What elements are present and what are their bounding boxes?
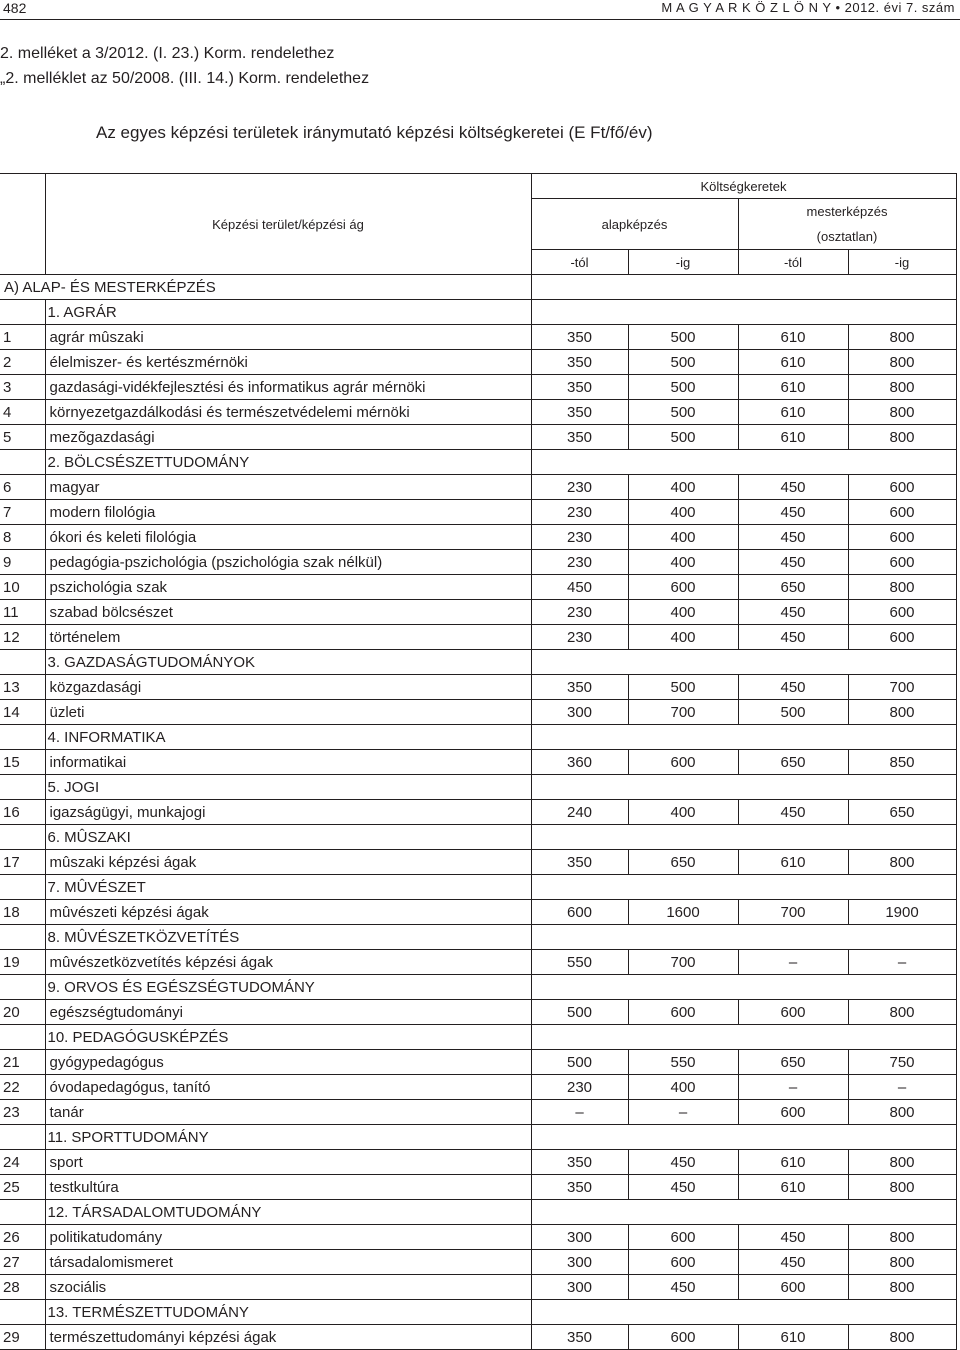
basic-to: 400 [628,525,738,550]
row-area: szociális [45,1275,531,1300]
group-index-cell [0,875,45,900]
master-from: 650 [738,1050,848,1075]
row-index: 7 [0,500,45,525]
row-area: igazságügyi, munkajogi [45,800,531,825]
table-row [0,1150,956,1175]
row-area: politikatudomány [45,1225,531,1250]
basic-from: 350 [531,1175,628,1200]
group-filler [531,775,956,800]
master-from: 450 [738,525,848,550]
row-area: élelmiszer- és kertészmérnöki [45,350,531,375]
master-to: 800 [848,1325,956,1350]
basic-from: 350 [531,675,628,700]
table-row [0,400,956,425]
basic-from: 350 [531,400,628,425]
header-index-cell [0,174,45,275]
row-area: mûszaki képzési ágak [45,850,531,875]
basic-from: 500 [531,1050,628,1075]
group-title: 5. JOGI [45,775,531,800]
master-from: 450 [738,675,848,700]
master-from: 650 [738,575,848,600]
group-title: 11. SPORTTUDOMÁNY [45,1125,531,1150]
header-master-from: -tól [738,250,848,275]
master-from: – [738,950,848,975]
table-row [0,350,956,375]
row-index: 2 [0,350,45,375]
header-basic-to: -ig [628,250,738,275]
group-index-cell [0,925,45,950]
row-index: 29 [0,1325,45,1350]
row-area: informatikai [45,750,531,775]
master-to: 850 [848,750,956,775]
basic-from: 240 [531,800,628,825]
master-to: 600 [848,525,956,550]
master-to: 800 [848,1150,956,1175]
basic-from: 230 [531,500,628,525]
master-to: 1900 [848,900,956,925]
group-filler [531,825,956,850]
row-area: környezetgazdálkodási és természetvédelemi mérnöki [45,400,531,425]
basic-to: 400 [628,1075,738,1100]
basic-from: 600 [531,900,628,925]
row-index: 15 [0,750,45,775]
basic-from: 230 [531,525,628,550]
group-row [0,300,956,325]
group-title: 7. MÛVÉSZET [45,875,531,900]
group-filler [531,975,956,1000]
table-row [0,550,956,575]
group-title: 3. GAZDASÁGTUDOMÁNYOK [45,650,531,675]
master-from: 600 [738,1000,848,1025]
master-from: 610 [738,1175,848,1200]
table-row [0,425,956,450]
master-from: 610 [738,1325,848,1350]
annex-line-2: „2. melléklet az 50/2008. (III. 14.) Korm. rendelethez [0,70,370,87]
group-title: 10. PEDAGÓGUSKÉPZÉS [45,1025,531,1050]
group-index-cell [0,450,45,475]
master-to: 800 [848,1275,956,1300]
row-area: mûvészetközvetítés képzési ágak [45,950,531,975]
master-from: 450 [738,800,848,825]
master-to: 600 [848,625,956,650]
basic-to: 400 [628,500,738,525]
basic-from: 360 [531,750,628,775]
basic-from: 300 [531,1275,628,1300]
row-index: 14 [0,700,45,725]
header-master-sub: (osztatlan) [738,224,956,250]
group-index-cell [0,775,45,800]
basic-to: 1600 [628,900,738,925]
row-index: 23 [0,1100,45,1125]
table-row [0,1100,956,1125]
row-area: történelem [45,625,531,650]
group-filler [531,450,956,475]
cost-table [0,173,957,1350]
group-row [0,1200,956,1225]
row-area: üzleti [45,700,531,725]
row-area: óvodapedagógus, tanító [45,1075,531,1100]
master-from: 450 [738,1250,848,1275]
group-filler [531,725,956,750]
row-index: 11 [0,600,45,625]
basic-to: 500 [628,400,738,425]
table-row [0,475,956,500]
basic-to: 400 [628,550,738,575]
basic-to: 500 [628,325,738,350]
table-row [0,325,956,350]
row-index: 1 [0,325,45,350]
basic-from: – [531,1100,628,1125]
basic-to: 400 [628,800,738,825]
group-index-cell [0,1125,45,1150]
master-to: 800 [848,425,956,450]
master-to: 800 [848,575,956,600]
group-filler [531,925,956,950]
master-to: 800 [848,700,956,725]
group-filler [531,650,956,675]
master-to: 600 [848,600,956,625]
master-to: 800 [848,1000,956,1025]
row-index: 17 [0,850,45,875]
group-index-cell [0,1300,45,1325]
master-to: 650 [848,800,956,825]
group-title: 8. MÛVÉSZETKÖZVETÍTÉS [45,925,531,950]
row-index: 18 [0,900,45,925]
row-index: 27 [0,1250,45,1275]
basic-to: 700 [628,950,738,975]
basic-to: 600 [628,1250,738,1275]
table-row [0,1075,956,1100]
master-from: 700 [738,900,848,925]
group-title: 2. BÖLCSÉSZETTUDOMÁNY [45,450,531,475]
table-row [0,1050,956,1075]
row-index: 8 [0,525,45,550]
row-index: 12 [0,625,45,650]
row-index: 10 [0,575,45,600]
row-area: tanár [45,1100,531,1125]
row-area: magyar [45,475,531,500]
basic-from: 230 [531,1075,628,1100]
group-row [0,450,956,475]
table-row [0,575,956,600]
group-filler [531,1125,956,1150]
table-row [0,800,956,825]
page-title: Az egyes képzési területek iránymutató képzési költségkeretei (E Ft/fő/év) [96,123,653,142]
master-to: 600 [848,475,956,500]
table-row [0,1000,956,1025]
group-index-cell [0,300,45,325]
table-row [0,1175,956,1200]
basic-from: 230 [531,600,628,625]
basic-from: 350 [531,325,628,350]
basic-from: 350 [531,425,628,450]
section-filler [531,275,956,300]
group-index-cell [0,1025,45,1050]
master-to: 800 [848,1100,956,1125]
page-number: 482 [3,0,27,16]
row-index: 9 [0,550,45,575]
row-index: 25 [0,1175,45,1200]
header-basic: alapképzés [531,199,738,250]
master-to: 600 [848,500,956,525]
basic-from: 550 [531,950,628,975]
table-row [0,600,956,625]
group-title: 12. TÁRSADALOMTUDOMÁNY [45,1200,531,1225]
master-from: 450 [738,1225,848,1250]
row-index: 22 [0,1075,45,1100]
header-costs: Költségkeretek [531,174,956,199]
basic-to: 650 [628,850,738,875]
group-filler [531,1300,956,1325]
group-row [0,1025,956,1050]
master-to: 800 [848,1225,956,1250]
basic-to: 600 [628,1325,738,1350]
basic-to: 600 [628,750,738,775]
table-row [0,375,956,400]
master-to: 800 [848,375,956,400]
row-index: 19 [0,950,45,975]
group-title: 9. ORVOS ÉS EGÉSZSÉGTUDOMÁNY [45,975,531,1000]
table-row [0,625,956,650]
header-master-to: -ig [848,250,956,275]
master-from: 450 [738,500,848,525]
row-index: 21 [0,1050,45,1075]
header-master: mesterképzés [738,199,956,225]
group-title: 1. AGRÁR [45,300,531,325]
row-index: 26 [0,1225,45,1250]
table-row [0,700,956,725]
basic-to: 400 [628,475,738,500]
basic-to: 500 [628,375,738,400]
header-divider [0,19,960,20]
basic-to: 600 [628,1000,738,1025]
row-area: testkultúra [45,1175,531,1200]
basic-from: 300 [531,700,628,725]
row-index: 4 [0,400,45,425]
basic-to: 450 [628,1150,738,1175]
basic-to: 700 [628,700,738,725]
group-title: 13. TERMÉSZETTUDOMÁNY [45,1300,531,1325]
group-index-cell [0,975,45,1000]
basic-from: 230 [531,475,628,500]
master-from: – [738,1075,848,1100]
master-to: 800 [848,1175,956,1200]
basic-to: 450 [628,1275,738,1300]
master-to: 800 [848,1250,956,1275]
basic-to: 500 [628,425,738,450]
basic-to: 400 [628,625,738,650]
row-area: pszichológia szak [45,575,531,600]
master-to: 800 [848,850,956,875]
master-from: 610 [738,425,848,450]
group-row [0,775,956,800]
row-area: természettudományi képzési ágak [45,1325,531,1350]
basic-from: 350 [531,1150,628,1175]
row-index: 5 [0,425,45,450]
row-area: modern filológia [45,500,531,525]
basic-from: 450 [531,575,628,600]
basic-to: 500 [628,675,738,700]
master-from: 650 [738,750,848,775]
row-index: 6 [0,475,45,500]
header-basic-from: -tól [531,250,628,275]
row-index: 16 [0,800,45,825]
basic-to: 550 [628,1050,738,1075]
basic-from: 230 [531,625,628,650]
table-row [0,675,956,700]
table-body [0,275,956,1350]
basic-from: 300 [531,1225,628,1250]
master-from: 610 [738,850,848,875]
master-to: 700 [848,675,956,700]
row-index: 3 [0,375,45,400]
table-row [0,900,956,925]
basic-to: 450 [628,1175,738,1200]
journal-header: M A G Y A R K Ö Z L Ö N Y • 2012. évi 7. szám [661,0,955,15]
table-row [0,1250,956,1275]
master-to: – [848,1075,956,1100]
section-title: A) ALAP- ÉS MESTERKÉPZÉS [0,275,531,300]
table-row [0,1325,956,1350]
master-to: – [848,950,956,975]
row-area: gyógypedagógus [45,1050,531,1075]
table-row [0,525,956,550]
basic-from: 350 [531,350,628,375]
group-title: 4. INFORMATIKA [45,725,531,750]
master-from: 610 [738,325,848,350]
group-row [0,725,956,750]
row-area: társadalomismeret [45,1250,531,1275]
group-row [0,925,956,950]
row-area: gazdasági-vidékfejlesztési és informatikus agrár mérnöki [45,375,531,400]
master-from: 600 [738,1275,848,1300]
group-filler [531,300,956,325]
table-row [0,1275,956,1300]
table-row [0,500,956,525]
group-title: 6. MÛSZAKI [45,825,531,850]
basic-from: 350 [531,375,628,400]
master-from: 450 [738,550,848,575]
table-row [0,1225,956,1250]
master-to: 800 [848,400,956,425]
row-index: 24 [0,1150,45,1175]
basic-from: 350 [531,1325,628,1350]
master-from: 610 [738,350,848,375]
master-to: 600 [848,550,956,575]
group-index-cell [0,725,45,750]
master-from: 450 [738,625,848,650]
row-area: ókori és keleti filológia [45,525,531,550]
group-filler [531,875,956,900]
master-from: 610 [738,1150,848,1175]
basic-to: 400 [628,600,738,625]
row-index: 20 [0,1000,45,1025]
row-area: közgazdasági [45,675,531,700]
group-row [0,975,956,1000]
group-filler [531,1025,956,1050]
master-from: 610 [738,400,848,425]
master-from: 450 [738,600,848,625]
master-from: 600 [738,1100,848,1125]
basic-to: – [628,1100,738,1125]
table-row [0,850,956,875]
master-to: 800 [848,350,956,375]
master-to: 750 [848,1050,956,1075]
group-row [0,825,956,850]
basic-from: 350 [531,850,628,875]
master-to: 800 [848,325,956,350]
group-index-cell [0,1200,45,1225]
group-filler [531,1200,956,1225]
table-row [0,950,956,975]
basic-from: 500 [531,1000,628,1025]
row-area: szabad bölcsészet [45,600,531,625]
group-index-cell [0,825,45,850]
basic-to: 500 [628,350,738,375]
row-index: 13 [0,675,45,700]
row-area: mûvészeti képzési ágak [45,900,531,925]
group-row [0,1125,956,1150]
group-row [0,875,956,900]
group-row [0,650,956,675]
master-from: 450 [738,475,848,500]
group-row [0,1300,956,1325]
basic-to: 600 [628,1225,738,1250]
basic-from: 230 [531,550,628,575]
row-area: agrár mûszaki [45,325,531,350]
annex-line-1: 2. melléket a 3/2012. (I. 23.) Korm. rendelethez [0,45,335,62]
group-index-cell [0,650,45,675]
row-index: 28 [0,1275,45,1300]
master-from: 500 [738,700,848,725]
row-area: pedagógia-pszichológia (pszichológia szak nélkül) [45,550,531,575]
row-area: egészségtudományi [45,1000,531,1025]
row-area: mezõgazdasági [45,425,531,450]
basic-from: 300 [531,1250,628,1275]
master-from: 610 [738,375,848,400]
row-area: sport [45,1150,531,1175]
header-area: Képzési terület/képzési ág [45,174,531,275]
table-row [0,750,956,775]
basic-to: 600 [628,575,738,600]
